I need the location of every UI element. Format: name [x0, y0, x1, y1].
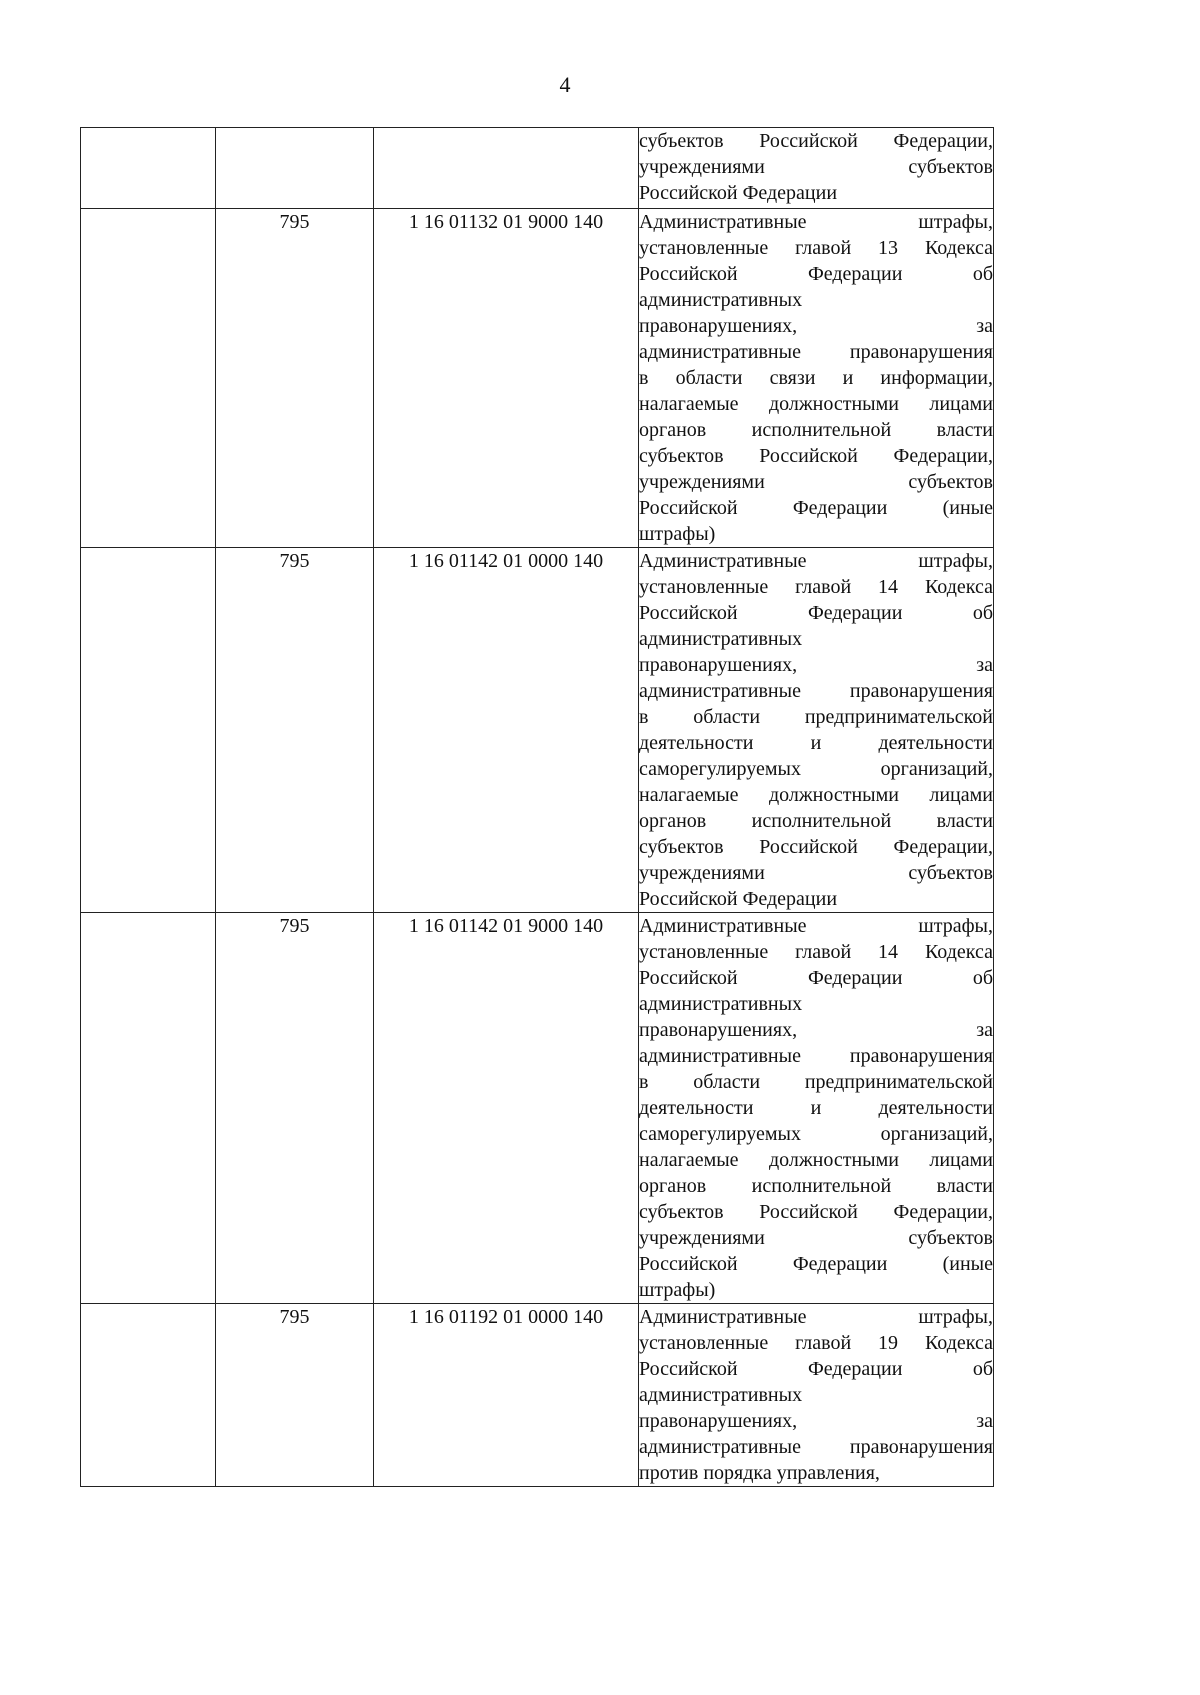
- description-line: учреждениями субъектов: [639, 1227, 993, 1249]
- table-row: [81, 913, 994, 1304]
- description-line: правонарушениях, за: [639, 654, 993, 676]
- description-cell: [639, 548, 994, 913]
- description-text: [639, 548, 993, 912]
- description-line: административных: [639, 289, 803, 311]
- description-text: [639, 209, 993, 547]
- kbk-code-cell: 1 16 01142 01 0000 140: [374, 548, 639, 913]
- description-line: саморегулируемых организаций,: [639, 758, 993, 780]
- budget-codes-table: [80, 127, 994, 1487]
- description-line: налагаемые должностными лицами: [639, 393, 993, 415]
- description-line: налагаемые должностными лицами: [639, 1149, 993, 1171]
- kbk-code-cell: [374, 128, 639, 209]
- description-text: [639, 128, 993, 206]
- description-line: деятельности и деятельности: [639, 1097, 993, 1119]
- empty-cell: [81, 913, 216, 1304]
- empty-cell: [81, 1304, 216, 1487]
- description-line: административных: [639, 628, 803, 650]
- description-line: Административные штрафы,: [639, 550, 993, 572]
- description-line: Российской Федерации: [639, 888, 838, 910]
- description-line: Российской Федерации об: [639, 263, 993, 285]
- description-line: Российской Федерации (иные: [639, 497, 993, 519]
- description-cell: [639, 128, 994, 209]
- description-line: в области предпринимательской: [639, 706, 993, 728]
- description-text: [639, 1304, 993, 1486]
- description-line: в области связи и информации,: [639, 367, 993, 389]
- description-line: Российской Федерации (иные: [639, 1253, 993, 1275]
- description-line: установленные главой 19 Кодекса: [639, 1332, 993, 1354]
- description-line: органов исполнительной власти: [639, 810, 993, 832]
- table-row: [81, 1304, 994, 1487]
- description-line: деятельности и деятельности: [639, 732, 993, 754]
- description-line: учреждениями субъектов: [639, 156, 993, 178]
- description-line: саморегулируемых организаций,: [639, 1123, 993, 1145]
- page-number: 4: [559, 72, 571, 97]
- description-line: Административные штрафы,: [639, 211, 993, 233]
- kbk-code-cell: 1 16 01192 01 0000 140: [374, 1304, 639, 1487]
- description-line: против порядка управления,: [639, 1462, 880, 1484]
- table-body: [81, 128, 994, 1487]
- admin-code-cell: 795: [216, 548, 374, 913]
- description-line: налагаемые должностными лицами: [639, 784, 993, 806]
- description-line: Российской Федерации об: [639, 1358, 993, 1380]
- description-line: установленные главой 14 Кодекса: [639, 941, 993, 963]
- description-line: правонарушениях, за: [639, 315, 993, 337]
- description-line: административные правонарушения: [639, 1436, 993, 1458]
- description-cell: [639, 1304, 994, 1487]
- empty-cell: [81, 128, 216, 209]
- table-row: [81, 209, 994, 548]
- description-cell: [639, 209, 994, 548]
- table-row: [81, 128, 994, 209]
- table-row: [81, 548, 994, 913]
- description-line: административных: [639, 1384, 803, 1406]
- description-cell: [639, 913, 994, 1304]
- description-line: субъектов Российской Федерации,: [639, 130, 993, 152]
- description-text: [639, 913, 993, 1303]
- description-line: Российской Федерации: [639, 182, 838, 204]
- description-line: административных: [639, 993, 803, 1015]
- description-line: Российской Федерации об: [639, 602, 993, 624]
- description-line: установленные главой 13 Кодекса: [639, 237, 993, 259]
- admin-code-cell: 795: [216, 209, 374, 548]
- description-line: органов исполнительной власти: [639, 1175, 993, 1197]
- empty-cell: [81, 209, 216, 548]
- description-line: субъектов Российской Федерации,: [639, 836, 993, 858]
- description-line: административные правонарушения: [639, 680, 993, 702]
- admin-code-cell: [216, 128, 374, 209]
- admin-code-cell: 795: [216, 1304, 374, 1487]
- description-line: правонарушениях, за: [639, 1410, 993, 1432]
- description-line: штрафы): [639, 523, 716, 545]
- kbk-code-cell: 1 16 01142 01 9000 140: [374, 913, 639, 1304]
- description-line: учреждениями субъектов: [639, 862, 993, 884]
- description-line: Российской Федерации об: [639, 967, 993, 989]
- kbk-code-cell: 1 16 01132 01 9000 140: [374, 209, 639, 548]
- description-line: административные правонарушения: [639, 1045, 993, 1067]
- description-line: субъектов Российской Федерации,: [639, 445, 993, 467]
- description-line: Административные штрафы,: [639, 1306, 993, 1328]
- description-line: штрафы): [639, 1279, 716, 1301]
- empty-cell: [81, 548, 216, 913]
- description-line: Административные штрафы,: [639, 915, 993, 937]
- description-line: органов исполнительной власти: [639, 419, 993, 441]
- description-line: учреждениями субъектов: [639, 471, 993, 493]
- admin-code-cell: 795: [216, 913, 374, 1304]
- description-line: установленные главой 14 Кодекса: [639, 576, 993, 598]
- description-line: в области предпринимательской: [639, 1071, 993, 1093]
- description-line: правонарушениях, за: [639, 1019, 993, 1041]
- description-line: административные правонарушения: [639, 341, 993, 363]
- description-line: субъектов Российской Федерации,: [639, 1201, 993, 1223]
